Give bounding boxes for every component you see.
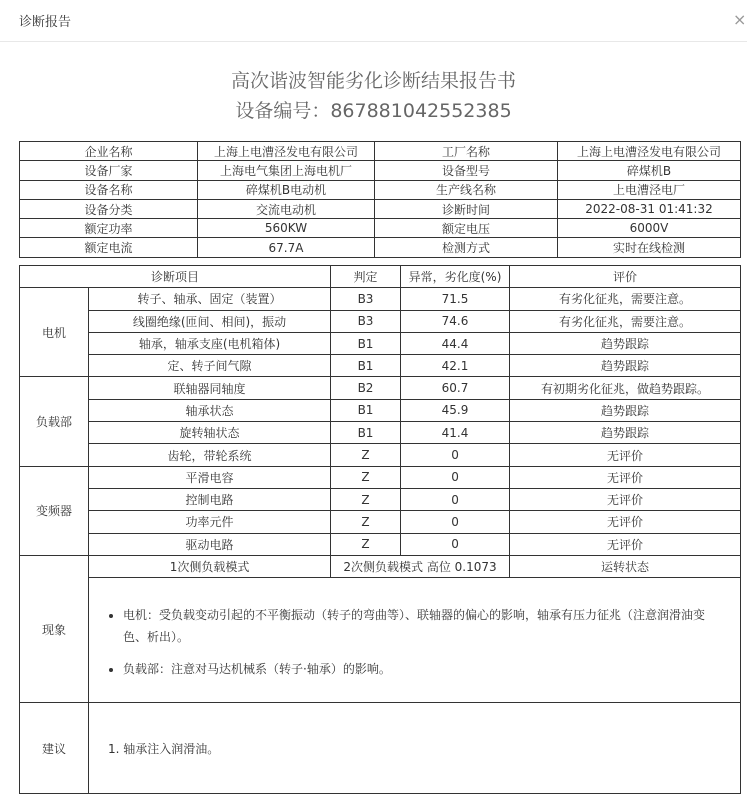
diagnosis-judge: B3 — [331, 288, 401, 310]
diagnosis-judge: Z — [331, 488, 401, 510]
phenomenon-mode-row — [20, 555, 741, 577]
diagnosis-row — [20, 310, 741, 332]
diagnosis-row — [20, 332, 741, 354]
diagnosis-degree: 0 — [401, 444, 510, 466]
diagnosis-row — [20, 288, 741, 310]
diagnosis-row — [20, 399, 741, 421]
diagnosis-judge: B2 — [331, 377, 401, 399]
diagnosis-degree: 74.6 — [401, 310, 510, 332]
diagnosis-row — [20, 466, 741, 488]
diagnosis-header-row — [20, 266, 741, 288]
device-number: 设备编号：867881042552385 — [235, 100, 512, 122]
info-label: 设备名称 — [20, 180, 198, 199]
info-row — [20, 161, 741, 180]
phenomenon-content-row — [20, 578, 741, 703]
diagnosis-row — [20, 533, 741, 555]
diagnosis-degree: 71.5 — [401, 288, 510, 310]
info-value: 实时在线检测 — [558, 238, 741, 257]
info-label: 检测方式 — [375, 238, 558, 257]
diagnosis-item: 功率元件 — [89, 511, 331, 533]
diagnosis-row — [20, 422, 741, 444]
info-row — [20, 199, 741, 218]
diagnosis-eval: 趋势跟踪 — [510, 422, 741, 444]
info-value: 6000V — [558, 219, 741, 238]
info-label: 额定电流 — [20, 238, 198, 257]
info-label: 额定功率 — [20, 219, 198, 238]
diagnosis-judge: B1 — [331, 422, 401, 444]
diagnosis-degree: 60.7 — [401, 377, 510, 399]
info-label: 设备型号 — [375, 161, 558, 180]
diagnosis-degree: 0 — [401, 466, 510, 488]
diagnosis-judge: Z — [331, 511, 401, 533]
info-label: 额定电压 — [375, 219, 558, 238]
diagnosis-row — [20, 444, 741, 466]
category-label: 负载部 — [20, 377, 89, 466]
info-value: 碎煤机B — [558, 161, 741, 180]
info-label: 诊断时间 — [375, 199, 558, 218]
diagnosis-judge: B1 — [331, 332, 401, 354]
diagnosis-judge: Z — [331, 466, 401, 488]
phenomenon-status: 运转状态 — [510, 555, 741, 577]
diagnosis-eval: 有劣化征兆，需要注意。 — [510, 288, 741, 310]
header-judge: 判定 — [331, 266, 401, 288]
diagnosis-eval: 有初期劣化征兆，做趋势跟踪。 — [510, 377, 741, 399]
diagnosis-eval: 趋势跟踪 — [510, 332, 741, 354]
diagnosis-eval: 趋势跟踪 — [510, 355, 741, 377]
diagnosis-degree: 0 — [401, 488, 510, 510]
info-row — [20, 180, 741, 199]
diagnosis-judge: B3 — [331, 310, 401, 332]
diagnosis-item: 线圈绝缘(匝间、相间)，振动 — [89, 310, 331, 332]
phenomenon-bullet: • 电机：受负载变动引起的不平衡振动（转子的弯曲等）、联轴器的偏心的影响，轴承有压力征兆（注意润滑油变色、析出）。 — [123, 604, 728, 648]
diagnosis-item: 驱动电路 — [89, 533, 331, 555]
diagnosis-eval: 无评价 — [510, 511, 741, 533]
diagnosis-row — [20, 355, 741, 377]
diagnosis-judge: B1 — [331, 399, 401, 421]
suggestion-text: 1. 轴承注入润滑油。 — [89, 703, 741, 794]
diagnosis-item: 轴承状态 — [89, 399, 331, 421]
diagnosis-degree: 45.9 — [401, 399, 510, 421]
header-item: 诊断项目 — [20, 266, 331, 288]
dialog-header — [0, 0, 747, 42]
info-value: 上海上电漕泾发电有限公司 — [198, 142, 375, 161]
diagnosis-item: 齿轮，带轮系统 — [89, 444, 331, 466]
diagnosis-eval: 有劣化征兆，需要注意。 — [510, 310, 741, 332]
phenomenon-bullet: • 负载部：注意对马达机械系（转子·轴承）的影响。 — [123, 658, 728, 680]
info-value: 2022-08-31 01:41:32 — [558, 199, 741, 218]
diagnosis-eval: 无评价 — [510, 488, 741, 510]
info-value: 上海电气集团上海电机厂 — [198, 161, 375, 180]
diagnosis-row — [20, 377, 741, 399]
category-label: 电机 — [20, 288, 89, 377]
report-title: 高次谐波智能劣化诊断结果报告书 — [230, 70, 516, 92]
info-value: 67.7A — [198, 238, 375, 257]
header-eval: 评价 — [510, 266, 741, 288]
diagnosis-degree: 41.4 — [401, 422, 510, 444]
info-value: 碎煤机B电动机 — [198, 180, 375, 199]
header-degree: 异常，劣化度(%) — [401, 266, 510, 288]
diagnosis-degree: 0 — [401, 533, 510, 555]
info-label: 生产线名称 — [375, 180, 558, 199]
dialog-title: 诊断报告 — [19, 15, 72, 30]
close-icon[interactable]: × — [733, 10, 747, 29]
diagnosis-judge: Z — [331, 444, 401, 466]
diagnosis-item: 联轴器同轴度 — [89, 377, 331, 399]
info-value: 交流电动机 — [198, 199, 375, 218]
diagnosis-item: 控制电路 — [89, 488, 331, 510]
info-label: 设备厂家 — [20, 161, 198, 180]
diagnosis-item: 定、转子间气隙 — [89, 355, 331, 377]
diagnosis-item: 转子、轴承、固定（装置） — [89, 288, 331, 310]
diagnosis-degree: 44.4 — [401, 332, 510, 354]
phenomenon-label: 现象 — [20, 555, 89, 702]
info-value: 560KW — [198, 219, 375, 238]
category-label: 变频器 — [20, 466, 89, 555]
diagnosis-table — [19, 265, 741, 794]
info-label: 企业名称 — [20, 142, 198, 161]
diagnosis-eval: 无评价 — [510, 466, 741, 488]
phenomenon-content — [89, 578, 741, 703]
diagnosis-item: 旋转轴状态 — [89, 422, 331, 444]
diagnosis-row — [20, 488, 741, 510]
info-value: 上电漕泾电厂 — [558, 180, 741, 199]
info-value: 上海上电漕泾发电有限公司 — [558, 142, 741, 161]
info-label: 设备分类 — [20, 199, 198, 218]
info-row — [20, 219, 741, 238]
diagnosis-eval: 无评价 — [510, 533, 741, 555]
diagnosis-judge: B1 — [331, 355, 401, 377]
suggestion-label: 建议 — [20, 703, 89, 794]
diagnosis-degree: 0 — [401, 511, 510, 533]
phenomenon-list — [89, 578, 740, 702]
suggestion-row — [20, 703, 741, 794]
diagnosis-eval: 趋势跟踪 — [510, 399, 741, 421]
info-row — [20, 142, 741, 161]
diagnosis-judge: Z — [331, 533, 401, 555]
diagnosis-degree: 42.1 — [401, 355, 510, 377]
info-label: 工厂名称 — [375, 142, 558, 161]
phenomenon-mode2: 2次侧负载模式 高位 0.1073 — [331, 555, 510, 577]
diagnosis-row — [20, 511, 741, 533]
diagnosis-item: 轴承，轴承支座(电机箱体) — [89, 332, 331, 354]
diagnosis-item: 平滑电容 — [89, 466, 331, 488]
diagnosis-eval: 无评价 — [510, 444, 741, 466]
info-row — [20, 238, 741, 257]
device-info-table — [19, 141, 741, 258]
phenomenon-mode1: 1次侧负载模式 — [89, 555, 331, 577]
